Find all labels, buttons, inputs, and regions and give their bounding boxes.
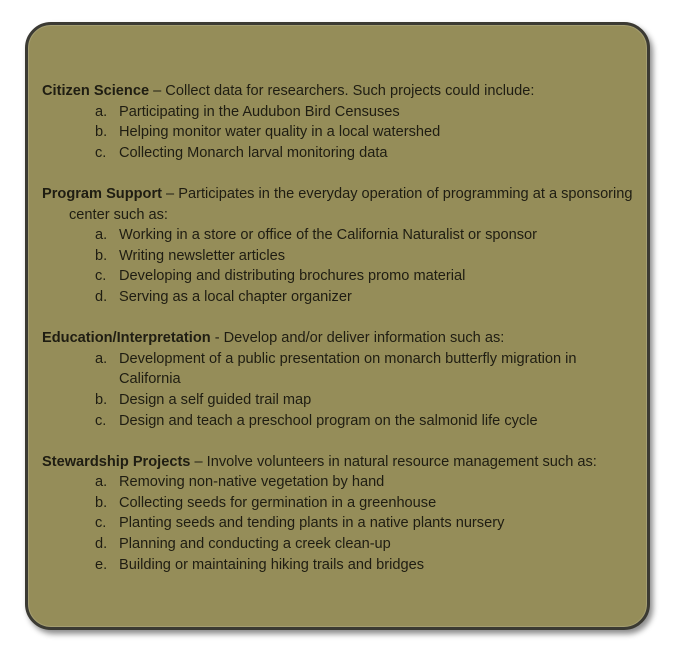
list-item-text: Building or maintaining hiking trails and bridges <box>119 556 425 573</box>
list-marker: b. <box>95 124 108 141</box>
section-citizen-science <box>42 81 642 163</box>
list-item-text: Developing and distributing brochures promo material <box>119 268 466 285</box>
list-item <box>42 349 642 390</box>
list-item-text: Planning and conducting a creek clean-up <box>119 536 391 553</box>
list-item <box>42 390 642 411</box>
section-separator: - <box>210 330 224 347</box>
section-separator: – <box>162 185 179 202</box>
activities-panel <box>25 22 650 630</box>
section-title: Education/Interpretation <box>42 330 211 347</box>
section-description: Involve volunteers in natural resource management such as: <box>206 453 597 470</box>
panel-content <box>42 81 642 596</box>
list-item-text: Development of a public presentation on monarch butterfly migration in California <box>119 350 577 388</box>
list-item-text: Participating in the Audubon Bird Censuses <box>119 103 400 120</box>
section-separator: – <box>190 453 207 470</box>
section-title: Citizen Science <box>42 83 150 99</box>
list-item-text: Writing newsletter articles <box>119 247 285 264</box>
list-marker: b. <box>95 247 108 264</box>
list-item <box>42 555 642 576</box>
list-item <box>42 102 642 123</box>
list-item <box>42 225 642 246</box>
section-description: Collect data for researchers. Such projects could include: <box>165 83 535 99</box>
list-item-text: Design a self guided trail map <box>119 391 312 408</box>
list-item <box>42 122 642 143</box>
list-item-text: Working in a store or office of the California Naturalist or sponsor <box>119 227 538 244</box>
section-stewardship-projects <box>42 452 642 576</box>
section-title: Program Support <box>42 185 162 202</box>
section-description: Participates in the everyday operation of programming at a sponsoring center such as: <box>69 185 633 223</box>
section-list <box>42 102 642 164</box>
list-item <box>42 513 642 534</box>
section-list <box>42 349 642 431</box>
list-marker: c. <box>95 515 107 532</box>
list-item <box>42 493 642 514</box>
list-item <box>42 266 642 287</box>
list-marker: b. <box>95 391 108 408</box>
section-heading <box>42 81 642 102</box>
section-education-interpretation <box>42 328 642 431</box>
list-marker: a. <box>95 227 108 244</box>
list-item-text: Removing non-native vegetation by hand <box>119 474 385 491</box>
list-marker: c. <box>95 268 107 285</box>
list-marker: c. <box>95 412 107 429</box>
section-description: Develop and/or deliver information such as: <box>223 330 505 347</box>
section-heading <box>42 328 642 349</box>
list-item <box>42 472 642 493</box>
list-item <box>42 143 642 164</box>
list-marker: b. <box>95 494 108 511</box>
list-item-text: Serving as a local chapter organizer <box>119 288 352 305</box>
list-marker: c. <box>95 144 107 161</box>
section-title: Stewardship Projects <box>42 453 191 470</box>
section-heading <box>42 452 642 473</box>
list-marker: d. <box>95 536 108 553</box>
list-item <box>42 534 642 555</box>
list-item-text: Collecting seeds for germination in a greenhouse <box>119 494 437 511</box>
list-marker: d. <box>95 288 108 305</box>
section-separator: – <box>149 83 166 99</box>
list-item <box>42 287 642 308</box>
section-list <box>42 472 642 575</box>
list-marker: a. <box>95 350 108 367</box>
list-marker: e. <box>95 556 108 573</box>
list-item <box>42 246 642 267</box>
section-list <box>42 225 642 307</box>
list-item-text: Design and teach a preschool program on the salmonid life cycle <box>119 412 538 429</box>
list-item-text: Collecting Monarch larval monitoring data <box>119 144 388 161</box>
list-marker: a. <box>95 474 108 491</box>
section-heading <box>42 184 642 225</box>
list-item-text: Planting seeds and tending plants in a native plants nursery <box>119 515 505 532</box>
list-item-text: Helping monitor water quality in a local watershed <box>119 124 441 141</box>
list-marker: a. <box>95 103 108 120</box>
list-item <box>42 411 642 432</box>
section-program-support <box>42 184 642 308</box>
